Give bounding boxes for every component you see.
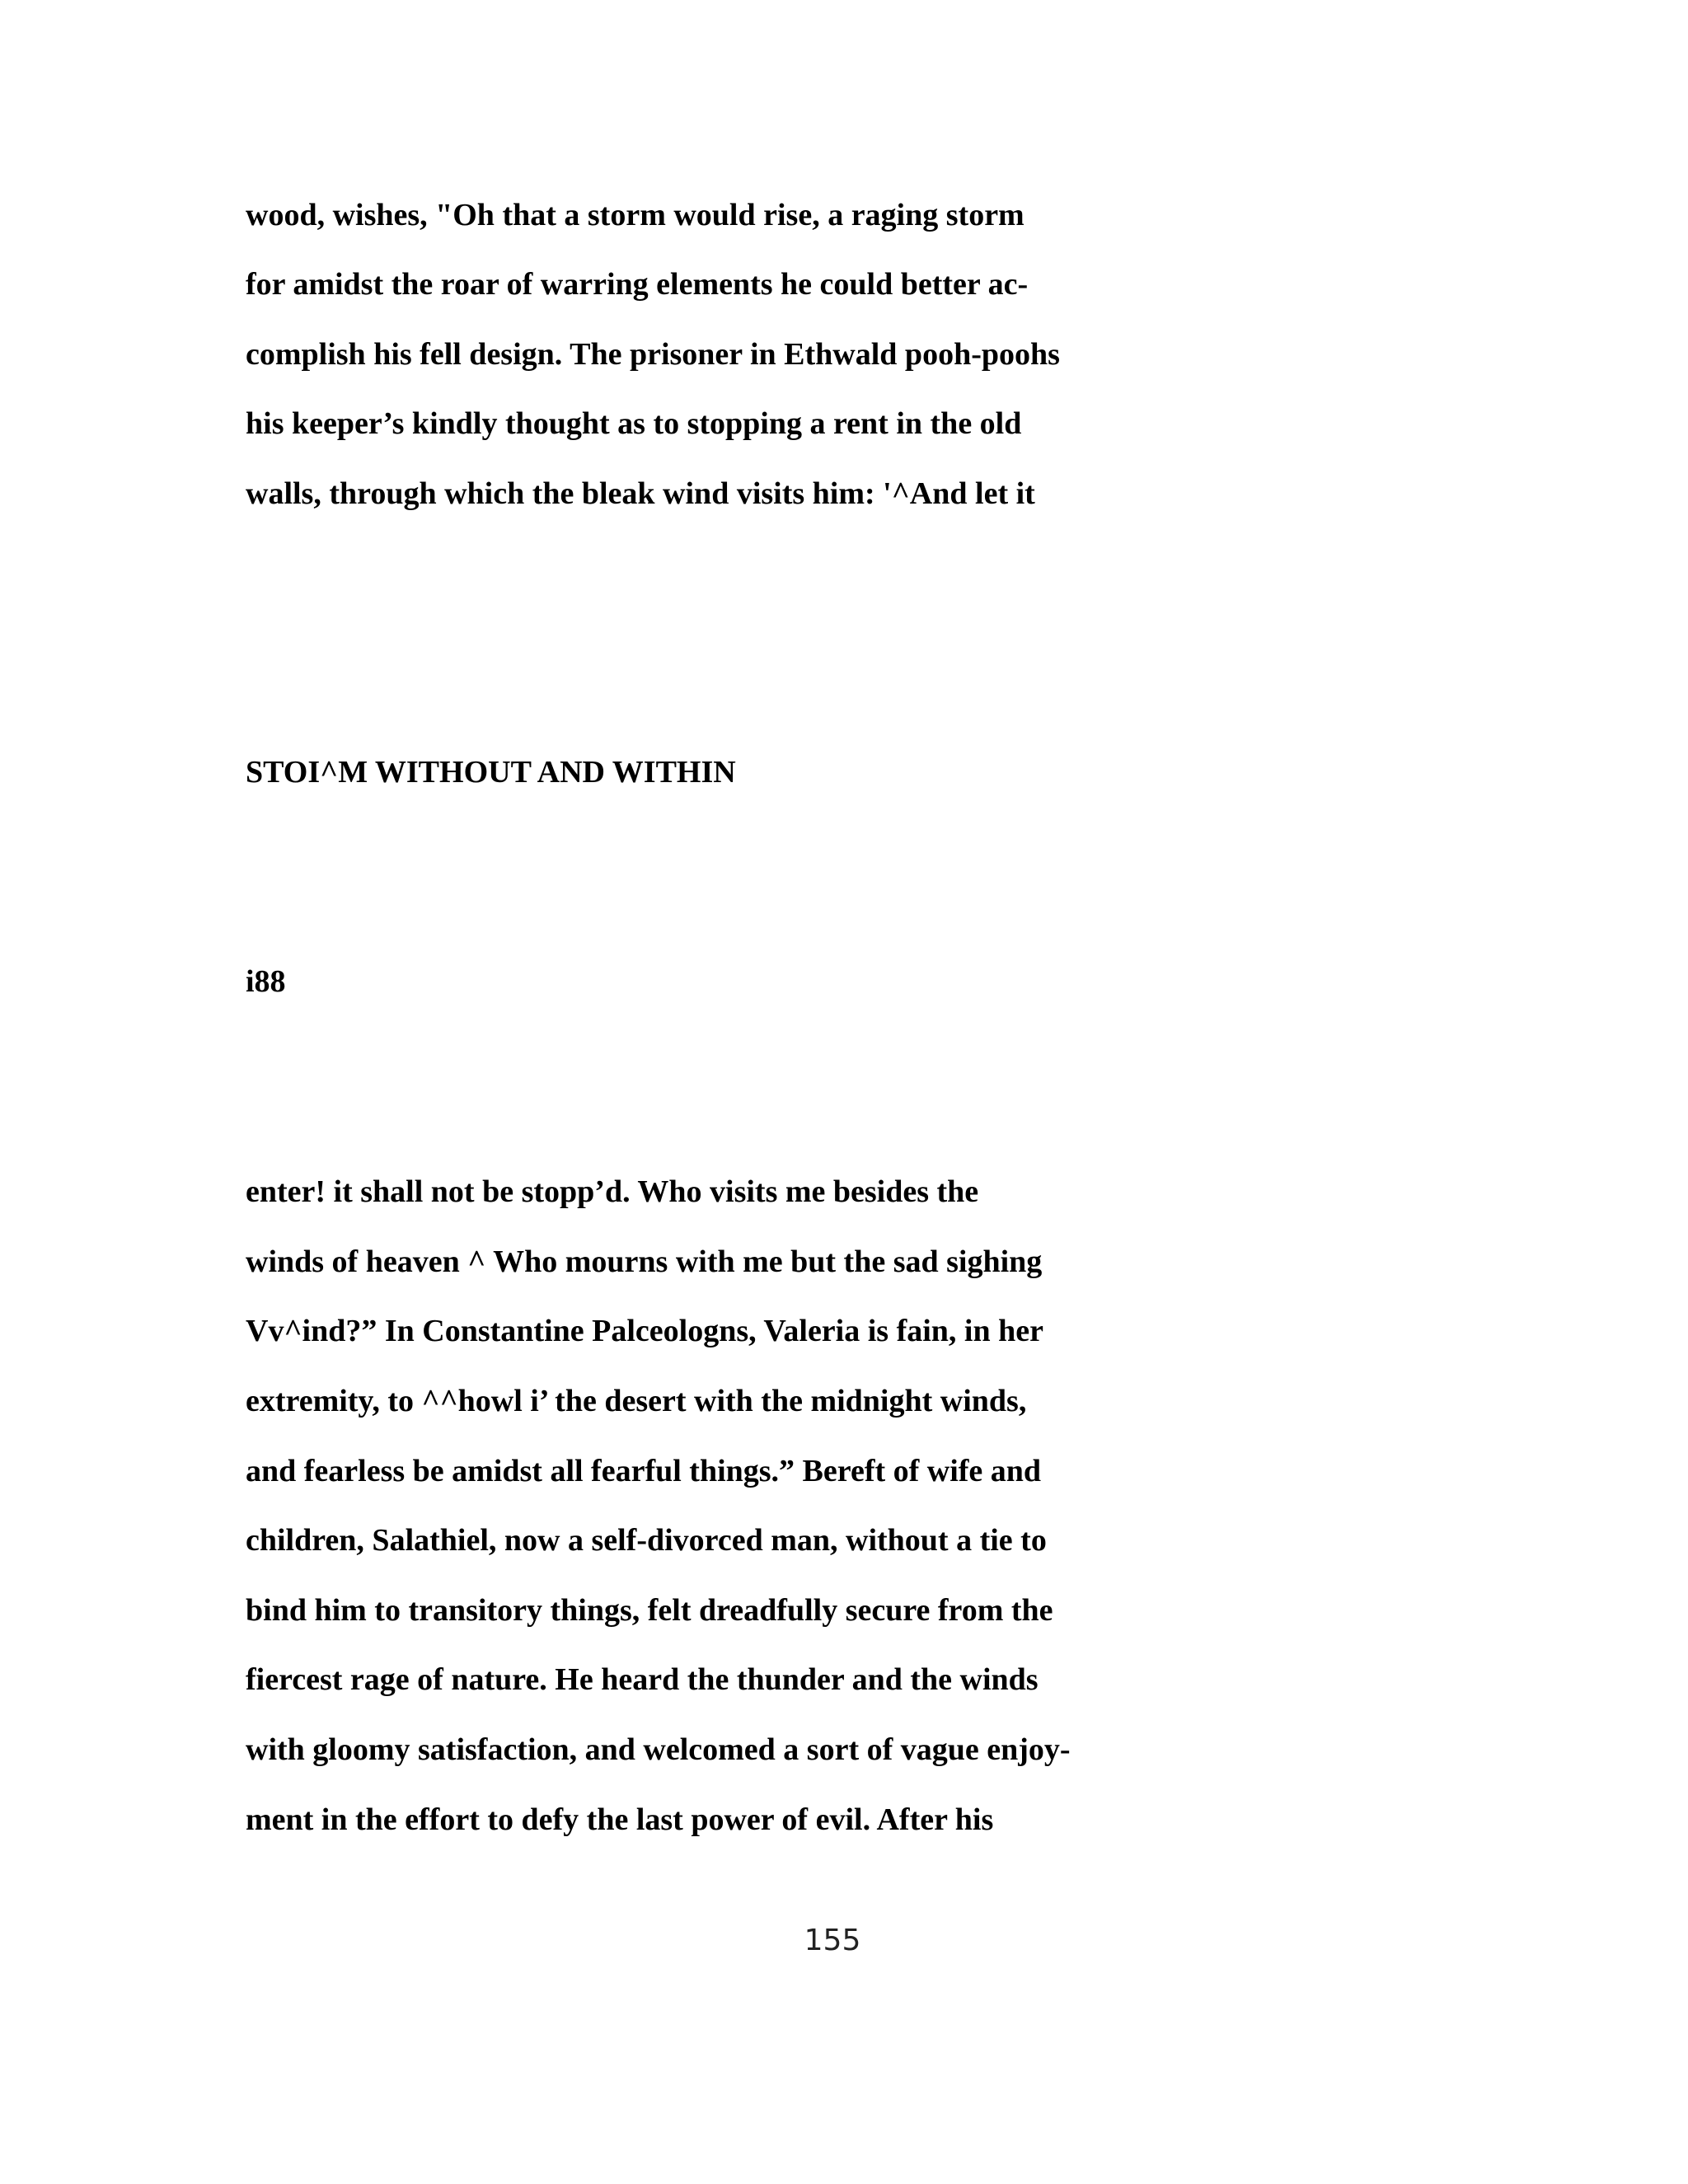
text-line: fiercest rage of nature. He heard the thunder and the winds — [246, 1662, 1039, 1697]
text-line: enter! it shall not be stopp’d. Who visits me besides the — [246, 1174, 979, 1209]
page-number: 155 — [804, 1924, 861, 1957]
text-line: winds of heaven ^ Who mourns with me but the sad sighing — [246, 1244, 1043, 1279]
text-line: bind him to transitory things, felt dreadfully secure from the — [246, 1593, 1053, 1628]
text-line: walls, through which the bleak wind visits him: '^And let it — [246, 476, 1035, 511]
text-line: complish his fell design. The prisoner in Ethwald pooh-poohs — [246, 337, 1060, 372]
folio: i88 — [246, 964, 286, 999]
text-line: children, Salathiel, now a self-divorced man, without a tie to — [246, 1523, 1047, 1558]
text-line: wood, wishes, "Oh that a storm would rise, a raging storm — [246, 198, 1025, 232]
text-line: for amidst the roar of warring elements he could better ac- — [246, 267, 1029, 302]
text-line: his keeper’s kindly thought as to stopping a rent in the old — [246, 406, 1022, 441]
text-line: and fearless be amidst all fearful things.” Bereft of wife and — [246, 1454, 1042, 1488]
running-head: STOI^M WITHOUT AND WITHIN — [246, 755, 736, 790]
text-line: with gloomy satisfaction, and welcomed a sort of vague enjoy- — [246, 1732, 1071, 1767]
text-line: Vv^ind?” In Constantine Palceologns, Valeria is fain, in her — [246, 1314, 1043, 1348]
text-line: ment in the effort to defy the last power of evil. After his — [246, 1802, 994, 1837]
text-line: extremity, to ^^howl i’ the desert with the midnight winds, — [246, 1384, 1027, 1418]
